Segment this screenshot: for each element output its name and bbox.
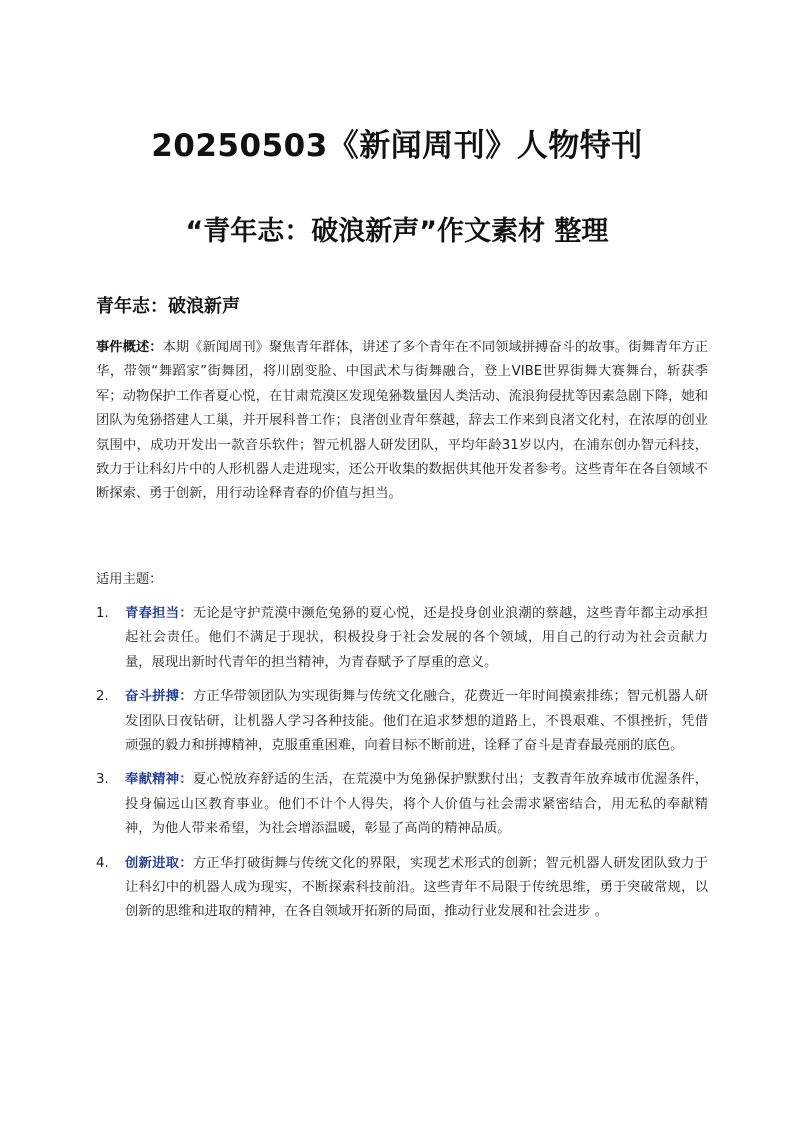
theme-list [96,602,708,935]
event-overview-paragraph [96,336,708,507]
theme-number: 1. [96,606,109,621]
theme-name: 奉献精神 [125,772,180,788]
theme-name: 奋斗拼搏 [125,689,180,705]
theme-colon: ： [179,772,193,788]
theme-item-dedication [96,768,708,841]
document-title: 20250503《新闻周刊》人物特刊 [151,128,643,164]
theme-text: 方正华带领团队为实现街舞与传统文化融合，花费近一年时间摸索排练；智元机器人研发团队日夜钻研，让机器人学习各种技能。他们在追求梦想的道路上，不畏艰难、不惧挫折，凭借顽强的毅力和拼搏精神，克服重重困难，向着目标不断前进，诠释了奋斗是青春最亮丽的底色。 [125,689,709,754]
theme-colon: ： [179,855,193,871]
theme-number: 3. [96,772,109,788]
theme-text: 夏心悦放弃舒适的生活，在荒漠中为兔狲保护默默付出；支教青年放弃城市优渥条件，投身偏远山区教育事业。他们不计个人得失，将个人价值与社会需求紧密结合，用无私的奉献精神，为他人带来希望，为社会增添温暖，彰显了高尚的精神品质。 [125,772,709,837]
themes-label: 适用主题： [96,572,163,587]
overview-text: 本期《新闻周刊》聚焦青年群体，讲述了多个青年在不同领域拼搏奋斗的故事。街舞青年方正华，带领“舞蹈家”街舞团，将川剧变脸、中国武术与街舞融合，登上VIBE世界街舞大赛舞台，斩获季军；动物保护工作者夏心悦，在甘肃荒漠区发现兔狲数量因人类活动、流浪狗侵扰等因素急剧下降，她和团队为兔狲搭建人工巢，并开展科普工作；良渚创业青年蔡越，辞去工作来到良渚文化村，在浓厚的创业氛围中，成功开发出一款音乐软件；智元机器人研发团队，平均年龄31岁以内，在浦东创办智元科技，致力于让科幻片中的人形机器人走进现实，还公开收集的数据供其他开发者参考。这些青年在各自领域不断探索、勇于创新，用行动诠释青春的价值与担当。 [96,340,709,502]
document-subtitle: “青年志：破浪新声”作文素材 整理 [185,216,609,247]
theme-text: 无论是守护荒漠中濒危兔狲的夏心悦，还是投身创业浪潮的蔡越，这些青年都主动承担起社会责任。他们不满足于现状，积极投身于社会发展的各个领域，用自己的行动为社会贡献力量，展现出新时代青年的担当精神，为青春赋予了厚重的意义。 [125,606,709,670]
theme-item-responsibility [96,602,708,675]
theme-text: 方正华打破街舞与传统文化的界限，实现艺术形式的创新；智元机器人研发团队致力于让科幻中的机器人成为现实，不断探索科技前沿。这些青年不局限于传统思维，勇于突破常规，以创新的思维和进取的精神，在各自领域开拓新的局面，推动行业发展和社会进步 。 [125,855,709,920]
section-heading: 青年志：破浪新声 [96,296,240,317]
overview-lead-label: 事件概述： [96,340,163,355]
theme-item-innovation [96,852,708,925]
theme-colon: ： [179,689,193,705]
theme-number: 4. [96,855,109,871]
theme-item-struggle [96,685,708,758]
theme-name: 青春担当 [125,606,180,621]
theme-number: 2. [96,689,109,705]
theme-name: 创新进取 [125,855,180,871]
theme-colon: ： [179,606,193,621]
